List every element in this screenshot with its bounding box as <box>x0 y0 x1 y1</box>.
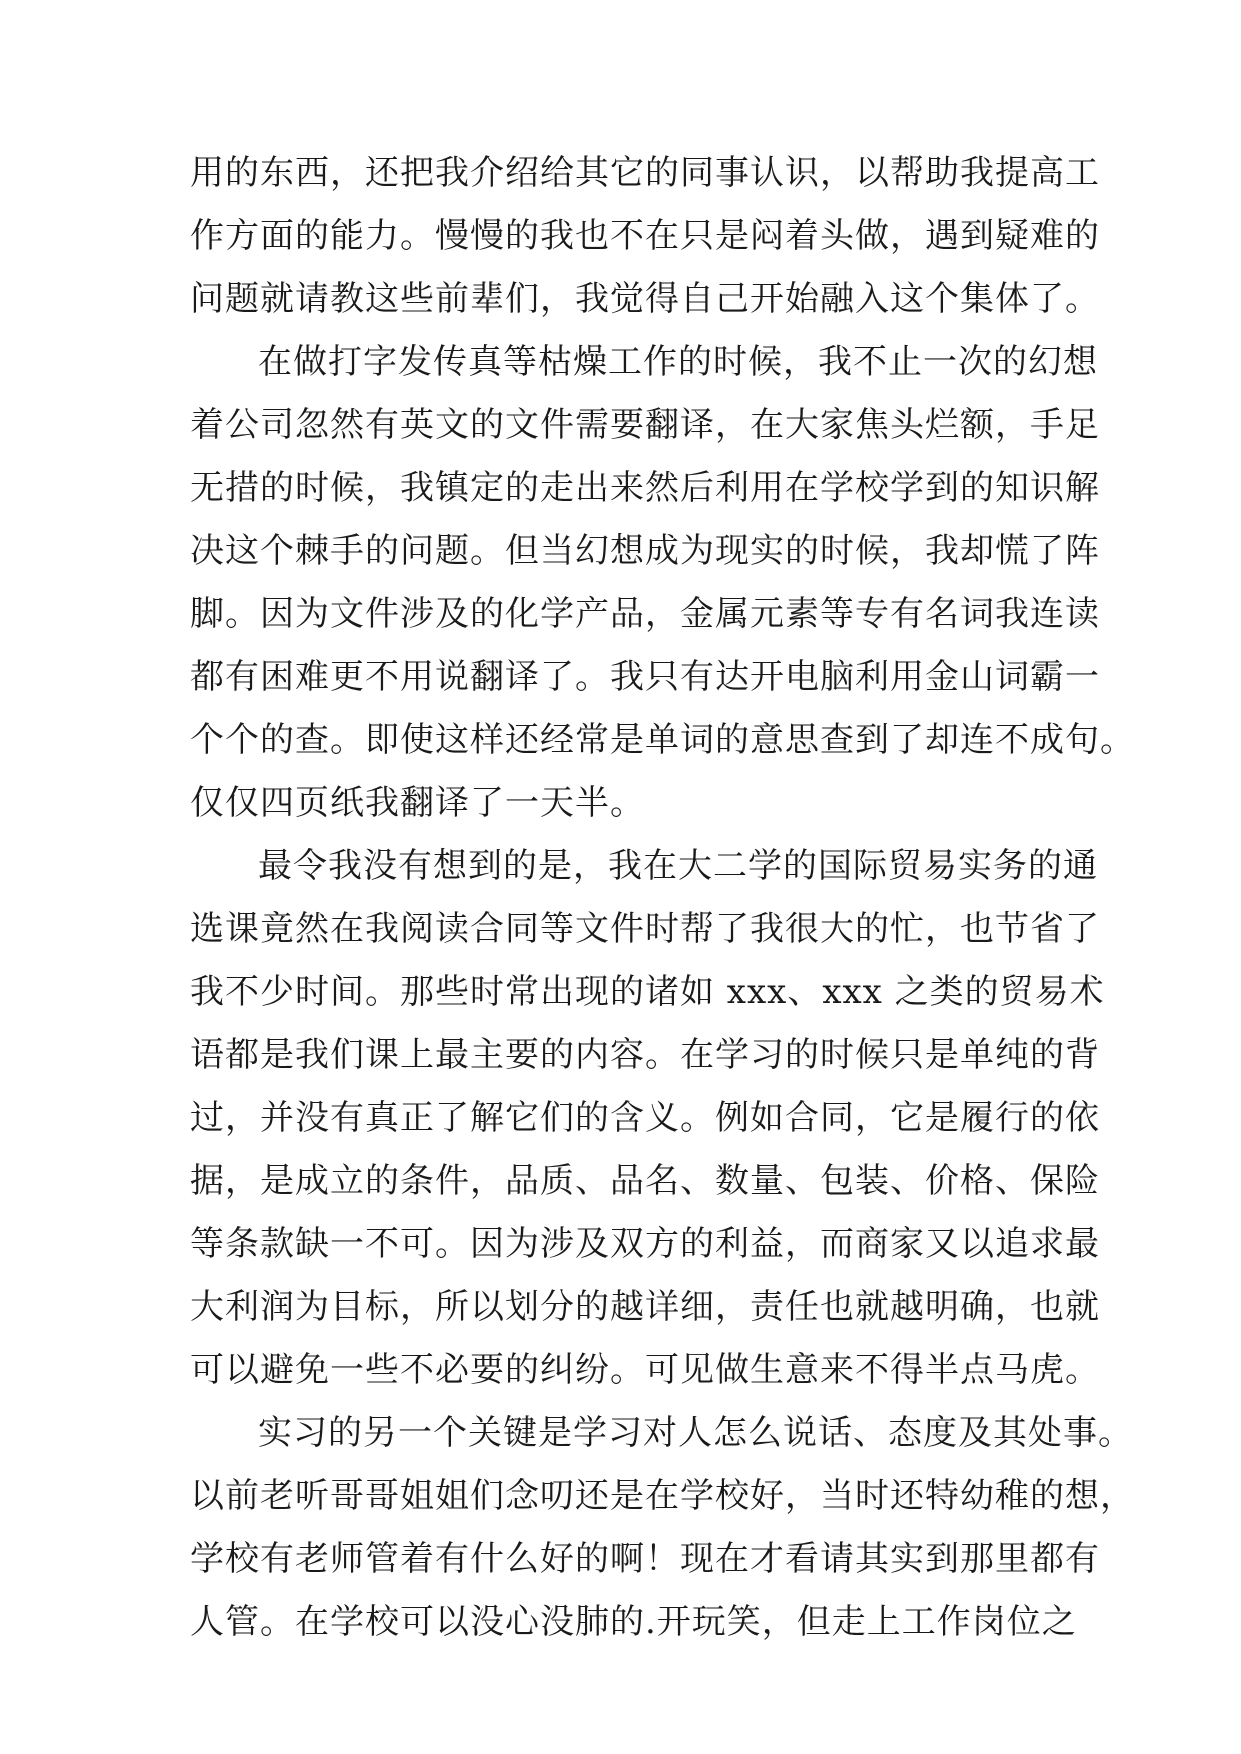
document-body <box>190 142 1135 1654</box>
body-text-line: 作方面的能力。慢慢的我也不在只是闷着头做，遇到疑难的 <box>190 216 1100 256</box>
body-text-line: 用的东西，还把我介绍给其它的同事认识，以帮助我提高工 <box>190 153 1100 193</box>
body-text-line: 语都是我们课上最主要的内容。在学习的时候只是单纯的背 <box>190 1035 1100 1075</box>
body-text-line: 过，并没有真正了解它们的含义。例如合同，它是履行的依 <box>190 1098 1100 1138</box>
body-text-line: 等条款缺一不可。因为涉及双方的利益，而商家又以追求最 <box>190 1224 1100 1264</box>
body-text-line: 选课竟然在我阅读合同等文件时帮了我很大的忙，也节省了 <box>190 909 1100 949</box>
body-text-line: 仅仅四页纸我翻译了一天半。 <box>190 783 645 823</box>
body-text-line: 我不少时间。那些时常出现的诸如 xxx、xxx 之类的贸易术 <box>190 972 1105 1012</box>
body-text-line: 着公司忽然有英文的文件需要翻译，在大家焦头烂额，手足 <box>190 405 1100 445</box>
body-text-line: 可以避免一些不必要的纠纷。可见做生意来不得半点马虎。 <box>190 1350 1100 1390</box>
body-text-line: 大利润为目标，所以划分的越详细，责任也就越明确，也就 <box>190 1287 1100 1327</box>
body-text-line: 个个的查。即使这样还经常是单词的意思查到了却连不成句。 <box>190 720 1135 760</box>
body-text-line: 据，是成立的条件，品质、品名、数量、包装、价格、保险 <box>190 1161 1100 1201</box>
body-text-line: 实习的另一个关键是学习对人怎么说话、态度及其处事。 <box>258 1413 1133 1453</box>
body-text-line: 无措的时候，我镇定的走出来然后利用在学校学到的知识解 <box>190 468 1100 508</box>
body-text-line: 人管。在学校可以没心没肺的.开玩笑，但走上工作岗位之 <box>190 1602 1077 1642</box>
body-text-line: 学校有老师管着有什么好的啊！现在才看请其实到那里都有 <box>190 1539 1100 1579</box>
body-text-line: 问题就请教这些前辈们，我觉得自己开始融入这个集体了。 <box>190 279 1100 319</box>
body-text-line: 在做打字发传真等枯燥工作的时候，我不止一次的幻想 <box>258 342 1098 382</box>
body-text-line: 最令我没有想到的是，我在大二学的国际贸易实务的通 <box>258 846 1098 886</box>
body-text-line: 脚。因为文件涉及的化学产品，金属元素等专有名词我连读 <box>190 594 1100 634</box>
body-text-line: 以前老听哥哥姐姐们念叨还是在学校好，当时还特幼稚的想， <box>190 1476 1135 1516</box>
body-text-line: 都有困难更不用说翻译了。我只有达开电脑利用金山词霸一 <box>190 657 1100 697</box>
body-text-line: 决这个棘手的问题。但当幻想成为现实的时候，我却慌了阵 <box>190 531 1100 571</box>
